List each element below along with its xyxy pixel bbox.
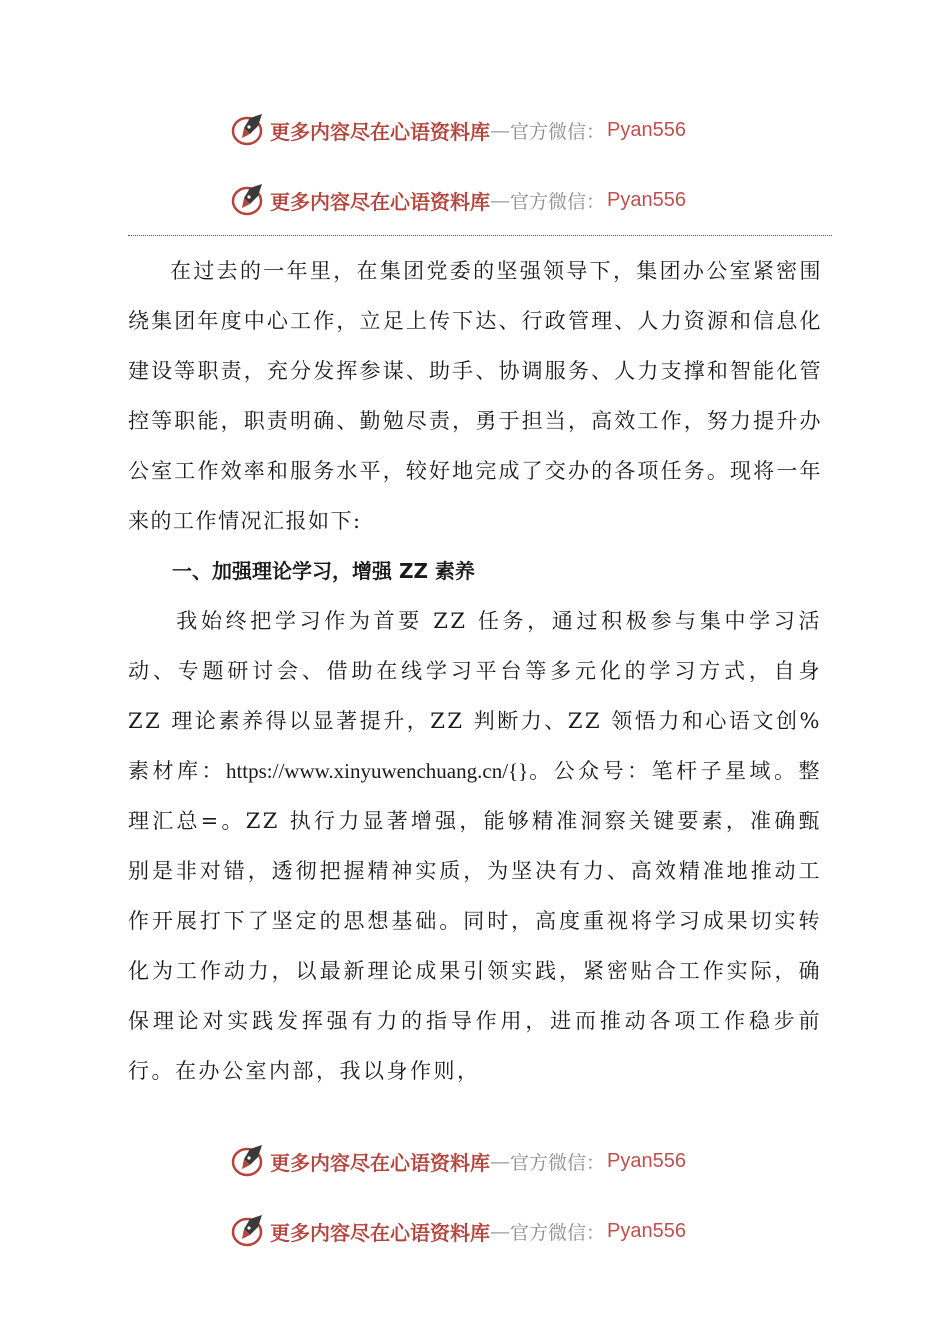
section-heading-1: 一、加强理论学习，增强 ZZ 素养 [172,559,475,583]
watermark-wechat-id: Pyan556 [607,1149,686,1172]
pen-nib-logo-icon [230,112,266,148]
watermark-wechat-id: Pyan556 [607,118,686,141]
watermark-brand-text: 更多内容尽在心语资料库 [270,1220,490,1245]
footer-watermark-banner-2 [230,1211,686,1251]
watermark-wechat-label: 官方微信： [510,190,606,213]
watermark-separator: — [490,188,510,212]
watermark-wechat-label: 官方微信： [510,1221,606,1244]
pen-nib-logo-icon [230,1213,266,1249]
header-watermark-banner-1 [230,110,686,150]
intro-paragraph: 在过去的一年里，在集团党委的坚强领导下，集团办公室紧密围绕集团年度中心工作，立足上传下达、行政管理、人力资源和信息化建设等职责，充分发挥参谋、助手、协调服务、人力支撑和智能化管控等职能，职责明确、勤勉尽责，勇于担当，高效工作，努力提升办公室工作效率和服务水平，较好地完成了交办的各项任务。现将一年来的工作情况汇报如下: [128,259,822,533]
watermark-wechat-label: 官方微信： [510,1151,606,1174]
watermark-brand-text: 更多内容尽在心语资料库 [270,1150,490,1175]
watermark-separator: — [490,118,510,142]
section-1-text-b: 。公众号：笔杆子星域。整理汇总=。ZZ 执行力显著增强，能够精准洞察关键要素，准确甄别是非对错，透彻把握精神实质，为坚决有力、高效精准地推动工作开展打下了坚定的思想基础。同时，高度重视将学习成果切实转化为工作动力，以最新理论成果引领实践，紧密贴合工作实际，确保理论对实践发挥强有力的指导作用，进而推动各项工作稳步前行。在办公室内部，我以身作则， [128,759,823,1083]
pen-nib-logo-icon [230,1143,266,1179]
watermark-wechat-id: Pyan556 [607,188,686,211]
section-1-text-a: 我始终把学习作为首要 ZZ 任务，通过积极参与集中学习活动、专题研讨会、借助在线学习平台等多元化的学习方式，自身 ZZ 理论素养得以显著提升，ZZ 判断力、ZZ 领悟力和心语文创%素材库： [128,609,822,783]
pen-nib-logo-icon [230,182,266,218]
watermark-brand-text: 更多内容尽在心语资料库 [270,119,490,144]
watermark-wechat-label: 官方微信： [510,120,606,143]
section-1-paragraph [128,596,822,1096]
header-watermark-banner-2 [230,180,686,220]
watermark-separator: — [490,1149,510,1173]
source-url-text: https://www.xinyuwenchuang.cn/{} [225,759,529,783]
watermark-separator: — [490,1219,510,1243]
footer-watermark-banner-1 [230,1141,686,1181]
header-divider [128,235,832,236]
watermark-wechat-id: Pyan556 [607,1219,686,1242]
watermark-brand-text: 更多内容尽在心语资料库 [270,189,490,214]
